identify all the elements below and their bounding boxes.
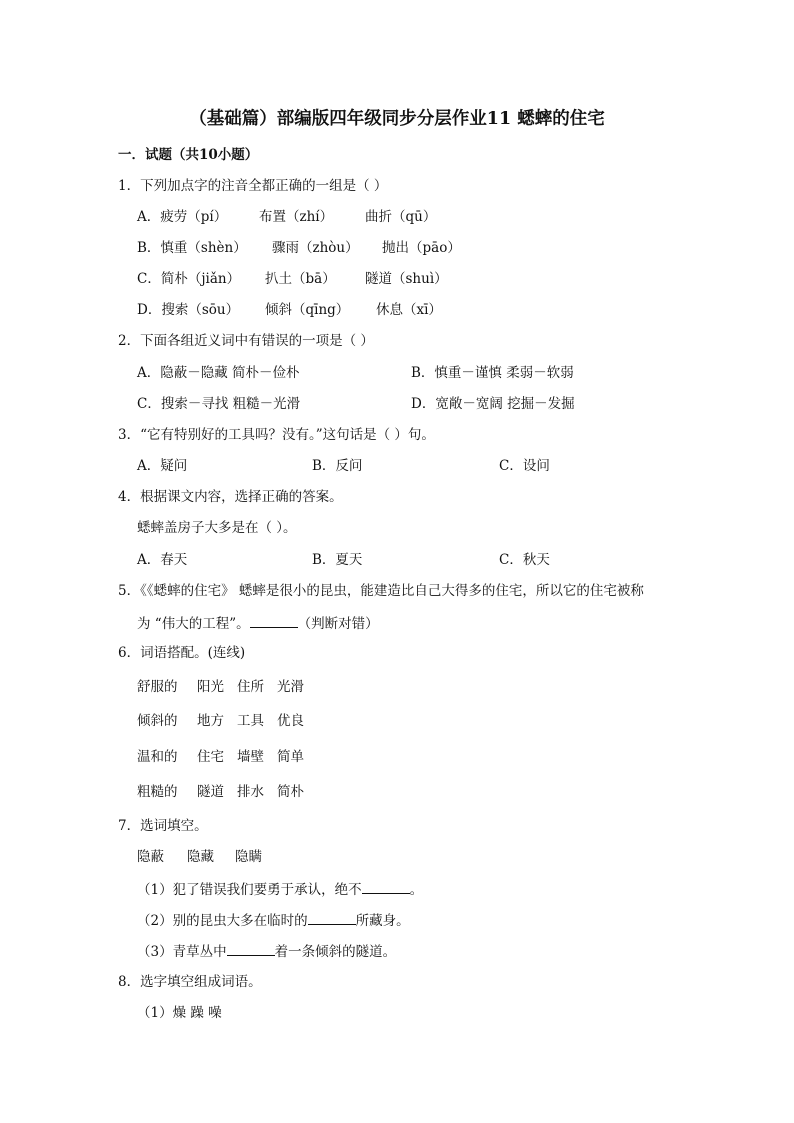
item-text: （1）犯了错误我们要勇于承认，绝不 — [137, 882, 362, 898]
question-7-item-1 — [137, 879, 423, 899]
question-4-stem: 4．根据课文内容，选择正确的答案。 — [118, 489, 343, 505]
matching-adjective: 倾斜的 — [137, 713, 178, 729]
question-3-option-c: C．设问 — [499, 458, 550, 474]
question-1-option-b — [137, 239, 537, 257]
matching-adjective: 简单 — [277, 749, 304, 765]
question-5-text: 为 “伟大的工程”。 — [137, 616, 250, 632]
word-bank — [137, 848, 337, 866]
question-2-stem: 2．下面各组近义词中有错误的一项是（ ） — [118, 333, 374, 349]
option-a-word-2: 布置（zhí） — [259, 209, 334, 225]
question-3-option-b: B．反问 — [312, 458, 363, 474]
matching-adjective: 粗糙的 — [137, 784, 178, 800]
question-2-option-a: A．隐蔽－隐藏 简朴－俭朴 — [137, 365, 300, 381]
option-c-word-3: 隧道（shuì） — [365, 271, 448, 287]
question-3-option-a: A．疑问 — [137, 458, 188, 474]
question-7-item-3 — [137, 941, 396, 961]
option-c-word-1: C．简朴（jiǎn） — [137, 271, 241, 287]
matching-adjective: 舒服的 — [137, 679, 178, 695]
option-b-word-1: B．慎重（shèn） — [137, 240, 247, 256]
option-d-word-3: 休息（xī） — [376, 302, 442, 318]
question-7-stem: 7．选词填空。 — [118, 818, 208, 834]
answer-blank[interactable] — [362, 879, 410, 894]
matching-noun: 墙壁 — [237, 749, 264, 765]
option-d-word-2: 倾斜（qīng） — [265, 302, 350, 318]
question-5-stem-line-2 — [137, 613, 379, 633]
question-2-option-c: C．搜索－寻找 粗糙－光滑 — [137, 396, 301, 412]
item-text: （3）青草丛中 — [137, 944, 227, 960]
matching-row — [137, 748, 437, 766]
question-1-stem: 1．下列加点字的注音全都正确的一组是（ ） — [118, 178, 388, 194]
word-bank-item: 隐藏 — [187, 849, 214, 865]
option-a-word-1: A．疲劳（pí） — [137, 209, 228, 225]
matching-noun: 阳光 — [197, 679, 224, 695]
item-text-end: 。 — [409, 882, 424, 898]
option-b-word-3: 抛出（pāo） — [382, 240, 461, 256]
question-2-option-b: B．慎重－谨慎 柔弱－软弱 — [411, 365, 574, 381]
question-2-option-d: D．宽敞－宽阔 挖掘－发掘 — [411, 396, 575, 412]
matching-noun: 地方 — [197, 713, 224, 729]
matching-row — [137, 712, 437, 730]
section-heading: 一．试题（共10小题） — [118, 147, 259, 163]
option-b-word-2: 骤雨（zhòu） — [272, 240, 359, 256]
matching-row — [137, 783, 437, 801]
question-1-option-d — [137, 301, 537, 319]
item-text-end: 所藏身。 — [355, 913, 410, 929]
word-bank-item: 隐瞒 — [235, 849, 262, 865]
question-4-option-a: A．春天 — [137, 552, 188, 568]
question-1-option-c — [137, 270, 537, 288]
question-4-option-c: C．秋天 — [499, 552, 550, 568]
question-5-instruction: （判断对错） — [297, 616, 379, 632]
answer-blank[interactable] — [227, 941, 275, 956]
item-text: （2）别的昆虫大多在临时的 — [137, 913, 308, 929]
question-1-option-a — [137, 208, 537, 226]
option-c-word-2: 扒土（bā） — [265, 271, 336, 287]
matching-adjective: 光滑 — [277, 679, 304, 695]
question-4-subquestion: 蟋蟀盖房子大多是在（ ）。 — [137, 520, 297, 536]
question-8-item-1: （1）燥 躁 噪 — [137, 1005, 222, 1021]
question-8-stem: 8．选字填空组成词语。 — [118, 974, 262, 990]
question-6-stem: 6．词语搭配。(连线) — [118, 645, 246, 661]
answer-blank[interactable] — [250, 613, 298, 628]
matching-noun: 隧道 — [197, 784, 224, 800]
page-title: （基础篇）部编版四年级同步分层作业11 蟋蟀的住宅 — [189, 109, 605, 129]
matching-noun: 工具 — [237, 713, 264, 729]
matching-noun: 住宅 — [197, 749, 224, 765]
item-text-end: 着一条倾斜的隧道。 — [274, 944, 397, 960]
matching-row — [137, 678, 437, 696]
matching-adjective: 优良 — [277, 713, 304, 729]
option-d-word-1: D．搜索（sōu） — [137, 302, 240, 318]
question-3-stem: 3．“它有特别好的工具吗？没有。”这句话是（ ）句。 — [118, 427, 435, 443]
question-7-item-2 — [137, 910, 410, 930]
answer-blank[interactable] — [308, 910, 356, 925]
word-bank-item: 隐蔽 — [137, 849, 164, 865]
matching-noun: 住所 — [237, 679, 264, 695]
question-4-option-b: B．夏天 — [312, 552, 363, 568]
question-5-stem-line-1: 5．《《蟋蟀的住宅》 蟋蟀是很小的昆虫，能建造比自己大得多的住宅，所以它的住宅被称 — [118, 583, 644, 599]
matching-noun: 排水 — [237, 784, 264, 800]
matching-adjective: 温和的 — [137, 749, 178, 765]
matching-adjective: 简朴 — [277, 784, 304, 800]
option-a-word-3: 曲折（qū） — [365, 209, 437, 225]
